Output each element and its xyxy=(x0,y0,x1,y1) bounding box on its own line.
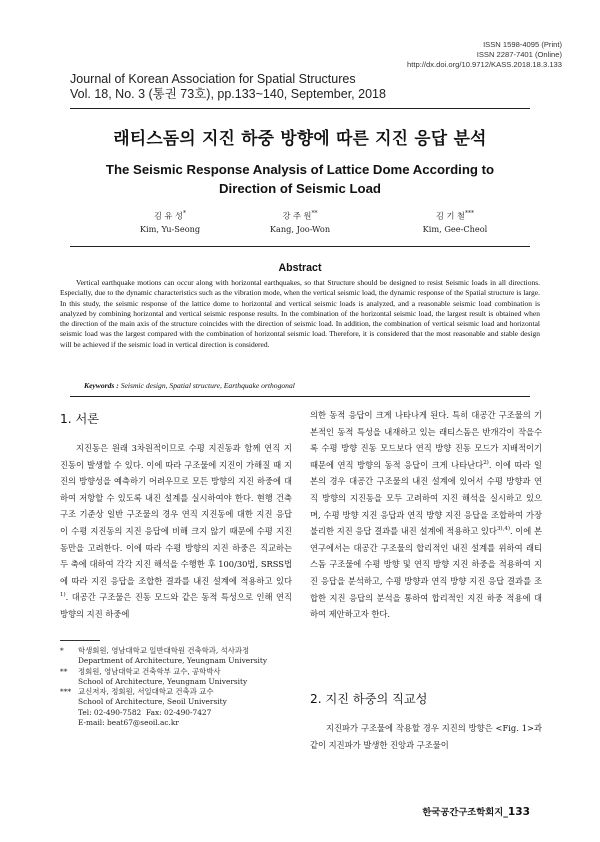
footnote-line: 교신저자, 정회원, 서일대학교 건축과 교수 xyxy=(78,687,214,697)
author-name-ko: 김 기 철 xyxy=(436,210,465,221)
issn-online: ISSN 2287-7401 (Online) xyxy=(476,50,562,59)
footnote-rule xyxy=(60,640,100,641)
title-english-line2: Direction of Seismic Load xyxy=(219,181,381,196)
footer-journal-name: 한국공간구조학회지 xyxy=(422,807,504,818)
footnotes xyxy=(60,646,290,728)
issn-print: ISSN 1598-4095 (Print) xyxy=(483,40,562,49)
title-english-line1: The Seismic Response Analysis of Lattice Dome According to xyxy=(105,162,495,177)
section-1-paragraph xyxy=(60,440,292,623)
keywords-label: Keywords : xyxy=(84,381,119,390)
footnote-item xyxy=(60,667,290,688)
contact-fax: Fax: 02-490-7427 xyxy=(145,707,212,717)
keywords-rule xyxy=(70,396,530,397)
footnote-line: 정회원, 영남대학교 건축학부 교수, 공학박사 xyxy=(78,666,221,676)
volume-line: Vol. 18, No. 3 (통권 73호), pp.133~140, September, 2018 xyxy=(70,87,386,101)
title-korean: 래티스돔의 지진 하중 방향에 따른 지진 응답 분석 xyxy=(113,128,487,148)
author-mark: ** xyxy=(311,210,318,217)
section-1-text-a: 지진동은 원래 3차원적이므로 수평 지진동과 함께 연직 지진동이 발생할 수 있다. 이에 따라 구조물에 지진이 가해질 때 지진의 방향성을 예측하기 어려우므로 모든 방향의 지진 하중에 대하여 저항할 수 있도록 내진 설계를 실시하여야 한다. 현행 건축 구조 기준상 일반 구조물의 경우 연직 지진동에 대한 지진 응답이 수평 지진동의 지진 응답에 비해 크지 않기 때문에 수평 지진동만을 고려한다. 이에 따라 수평 방향의 지진 하중은 직교하는 두 축에 대하여 각각 지진 해석을 수행한 후 100/30법, SRSS법에 따라 지진 응답을 조합한 결과를 내진 설계에 적용하고 있다 xyxy=(60,443,292,586)
author-name-en: Kim, Yu-Seong xyxy=(139,224,201,235)
footnote-item xyxy=(60,687,290,708)
section-1-paragraph-continued xyxy=(310,407,542,623)
contact-tel: Tel: 02-490-7582 xyxy=(78,707,142,717)
doi-link[interactable]: http://dx.doi.org/10.9712/KASS.2018.18.3.133 xyxy=(407,60,562,69)
section-1-text-c: 의한 동적 응답이 크게 나타나게 된다. 특히 대공간 구조물의 기본적인 동적 특성을 내재하고 있는 래티스돔은 반개각이 작을수록 수평 방향 진동 모드보다 연직 방향 진동 모드가 지배적이기 때문에 연직 방향의 동적 응답이 크게 나타난다 xyxy=(310,410,542,470)
author-mark: *** xyxy=(464,210,474,217)
author-name-ko: 강 주 원 xyxy=(282,210,312,221)
section-1-heading: 1. 서론 xyxy=(60,412,100,426)
footnote-mark: ** xyxy=(60,666,68,676)
keywords xyxy=(84,381,295,390)
section-1-text-b: . 대공간 구조물은 진동 모드와 같은 동적 특성으로 인해 연직 방향의 지진 하중에 xyxy=(60,592,292,619)
section-2-heading: 2. 지진 하중의 직교성 xyxy=(310,692,428,706)
reference-mark: 3),4) xyxy=(496,526,510,533)
author-2 xyxy=(220,207,380,237)
abstract-heading: Abstract xyxy=(278,262,322,274)
author-mark: * xyxy=(182,210,186,217)
footnote-mark: * xyxy=(60,646,64,655)
keywords-text: Seismic design, Spatial structure, Earthquake orthogonal xyxy=(120,381,295,390)
journal-info xyxy=(70,72,386,102)
author-name-en: Kang, Joo-Won xyxy=(269,224,331,235)
footnote-line: School of Architecture, Yeungnam University xyxy=(78,676,248,686)
header-rule xyxy=(70,108,530,109)
contact-email[interactable]: E-mail: beat67@seoil.ac.kr xyxy=(78,718,179,728)
page-footer xyxy=(422,804,530,818)
author-name-ko: 김 유 성 xyxy=(154,210,183,221)
section-1-text-d: . 이에 따라 일본의 경우 대공간 구조물의 내진 설계에 있어서 수평 방향과 연직 방향의 지진동을 모두 고려하여 지진 해석을 실시하고 있으며, 수평 방향 지진 응답과 연직 방향 지진 응답을 조합하여 가장 불리한 지진 응답 결과를 내진 설계에 적용하고 있다 xyxy=(310,459,543,537)
author-name-en: Kim, Gee-Cheol xyxy=(422,224,488,235)
reference-mark: 2) xyxy=(483,460,489,467)
footnote-line: Department of Architecture, Yeungnam University xyxy=(78,656,268,666)
title-english xyxy=(0,160,600,198)
author-3 xyxy=(375,207,535,237)
abstract-rule xyxy=(70,246,530,247)
reference-mark: 1) xyxy=(60,592,66,599)
issn-block xyxy=(407,40,562,70)
section-2-paragraph: 지진파가 구조물에 작용할 경우 지진의 방향은 <Fig. 1>과 같이 지진파가 발생한 진앙과 구조물이 xyxy=(310,723,542,750)
footnote-item xyxy=(60,646,290,667)
footnote-mark: *** xyxy=(60,687,72,697)
footnote-line: 학생회원, 영남대학교 일반대학원 건축학과, 석사과정 xyxy=(78,646,250,655)
page-number: 133 xyxy=(507,806,530,818)
section-1-text-e: . 이에 본 연구에서는 대공간 구조물의 합리적인 내진 설계를 위하여 래티스돔 구조물에 수평 방향 및 연직 방향 지진 하중을 적용하여 지진 응답을 분석하고, 수평 방향과 연직 방향 지진 응답 결과를 조합한 지진 응답의 분석을 통하여 합리적인 지진 하중 적용에 대하여 제안하고자 한다. xyxy=(310,526,542,620)
footnote-line: School of Architecture, Seoil University xyxy=(78,697,227,707)
journal-name: Journal of Korean Association for Spatial Structures xyxy=(70,72,356,86)
footer-separator: _ xyxy=(503,807,508,818)
abstract-text: Vertical earthquake motions can occur along with horizontal earthquakes, so that Structure should be designed to resist Seismic loads in all directions. Especially, due to the dynamic characteristics such as the vibration mode, when the vertical seismic load, the dynamic response of the Spatial structure is large. In this study, the seismic response of the lattice dome to horizontal and vertical seismic loads is analyzed, and a reasonable seismic load combination is analyzed by combining horizontal and vertical seismic response results. In the combination of the horizontal seismic load, the largest result is obtained when the direction of the main axis of the structure coincides with the direction of seismic load. In addition, the combination of vertical seismic load and horizontal seismic load was the largest compared with the combination of horizontal seismic load. Therefore, it is considered that the most reasonable and stable design will be achieved if the seismic load in vertical direction is considered. xyxy=(60,278,540,349)
contact-info xyxy=(60,708,290,729)
